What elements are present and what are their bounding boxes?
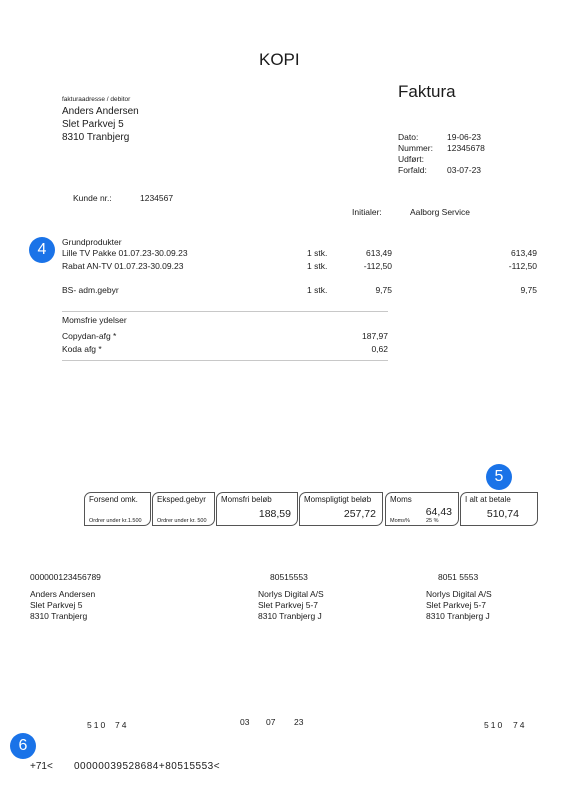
vat-free-amount-value: 188,59 <box>258 508 291 520</box>
recipient-caption: fakturaadresse / debitor <box>62 96 131 103</box>
ocr-line: 00000039528684+80515553< <box>74 761 221 772</box>
recipient-city: 8310 Tranbjerg <box>62 132 130 143</box>
payee-city: 8310 Tranbjerg J <box>258 611 322 621</box>
line-item-qty: 1 stk. <box>307 261 328 271</box>
slip-month: 07 <box>266 717 276 727</box>
exped-note: Ordrer under kr. 500 <box>157 518 207 524</box>
vat-free-amount-box <box>216 492 298 526</box>
vat-base-box <box>299 492 383 526</box>
marker-badge-5: 5 <box>486 464 512 490</box>
vat-free-title: Momsfrie ydelser <box>62 315 127 325</box>
divider <box>62 311 388 312</box>
vat-label: Moms <box>390 495 412 504</box>
number-label: Nummer: <box>398 143 433 153</box>
vat-box <box>385 492 459 526</box>
line-item-total: 613,49 <box>511 248 537 258</box>
vat-value: 64,43 <box>425 506 452 518</box>
vat-pct-value: 25 % <box>426 518 439 524</box>
receipt-street: Slet Parkvej 5-7 <box>426 600 486 610</box>
customer-label: Kunde nr.: <box>73 193 112 203</box>
slip-amount-ore-right: 74 <box>513 720 527 730</box>
receipt-name: Norlys Digital A/S <box>426 589 492 599</box>
due-label: Forfald: <box>398 165 427 175</box>
shipping-label: Forsend omk. <box>89 495 138 504</box>
line-group-title: Grundprodukter <box>62 237 122 247</box>
copy-label: KOPI <box>259 50 300 69</box>
vat-free-item-amount: 0,62 <box>371 344 388 354</box>
shipping-note: Ordrer under kr.1.500 <box>89 518 142 524</box>
ocr-prefix: +71< <box>30 761 53 772</box>
exped-label: Eksped.gebyr <box>157 495 206 504</box>
total-value: 510,74 <box>486 508 519 520</box>
slip-day: 03 <box>240 717 250 727</box>
total-box <box>460 492 538 526</box>
initials-label: Initialer: <box>352 207 382 217</box>
marker-badge-6: 6 <box>10 733 36 759</box>
slip-amount-kr-right: 510 <box>484 720 505 730</box>
line-item-total: -112,50 <box>508 261 537 271</box>
total-label: I alt at betale <box>465 495 511 504</box>
vat-base-label: Momspligtigt beløb <box>304 495 372 504</box>
line-item-desc: Rabat AN-TV 01.07.23-30.09.23 <box>62 261 184 271</box>
date-value: 19-06-23 <box>447 132 482 142</box>
vat-free-item-amount: 187,97 <box>362 331 388 341</box>
slip-year: 23 <box>294 717 304 727</box>
marker-badge-4: 4 <box>29 237 55 263</box>
divider <box>62 360 388 361</box>
number-value: 12345678 <box>447 143 485 153</box>
payer-code: 000000123456789 <box>30 572 101 582</box>
vat-free-item-desc: Copydan-afg * <box>62 331 117 341</box>
due-value: 03-07-23 <box>447 165 482 175</box>
vat-free-item-desc: Koda afg * <box>62 344 102 354</box>
recipient-street: Slet Parkvej 5 <box>62 119 124 130</box>
line-item-price: 613,49 <box>366 248 392 258</box>
vat-free-amount-label: Momsfri beløb <box>221 495 272 504</box>
payee-code: 80515553 <box>270 572 308 582</box>
payee-street: Slet Parkvej 5-7 <box>258 600 318 610</box>
line-item-desc: Lille TV Pakke 01.07.23-30.09.23 <box>62 248 188 258</box>
payer-name: Anders Andersen <box>30 589 96 599</box>
line-item-total: 9,75 <box>520 285 537 295</box>
exped-box <box>152 492 215 526</box>
slip-amount-ore: 74 <box>115 720 129 730</box>
shipping-box <box>84 492 151 526</box>
done-label: Udført: <box>398 154 424 164</box>
slip-amount-kr: 510 <box>87 720 108 730</box>
vat-pct-label: Moms% <box>390 518 410 524</box>
receipt-city: 8310 Tranbjerg J <box>426 611 490 621</box>
vat-base-value: 257,72 <box>343 508 376 520</box>
line-item-desc: BS- adm.gebyr <box>62 285 119 295</box>
line-item-price: -112,50 <box>363 261 392 271</box>
receipt-code: 8051 5553 <box>438 572 479 582</box>
line-item-qty: 1 stk. <box>307 285 328 295</box>
payer-street: Slet Parkvej 5 <box>30 600 83 610</box>
date-label: Dato: <box>398 132 419 142</box>
initials-value: Aalborg Service <box>410 207 471 217</box>
recipient-name: Anders Andersen <box>62 106 139 117</box>
line-item-qty: 1 stk. <box>307 248 328 258</box>
document-title: Faktura <box>398 82 456 101</box>
line-item-price: 9,75 <box>375 285 392 295</box>
customer-number: 1234567 <box>140 193 174 203</box>
payee-name: Norlys Digital A/S <box>258 589 324 599</box>
payer-city: 8310 Tranbjerg <box>30 611 88 621</box>
